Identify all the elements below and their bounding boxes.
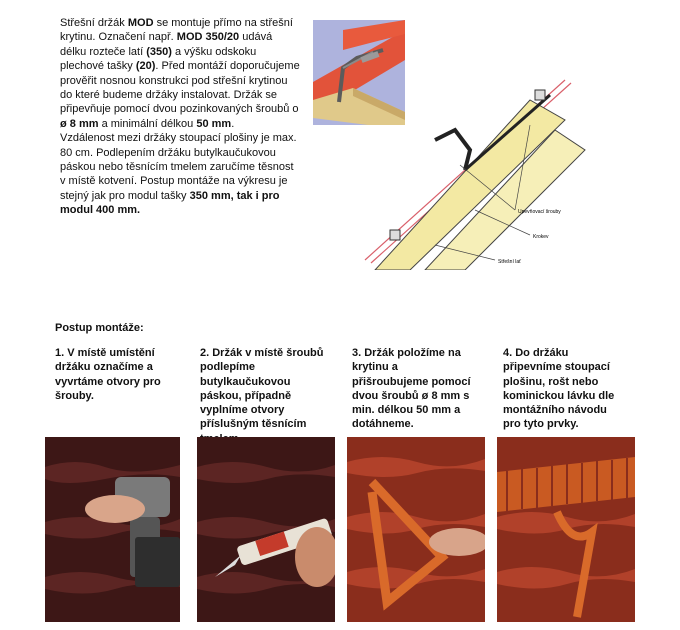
intro-text: [60, 16, 300, 218]
label-batten: Střešní lať: [498, 259, 521, 265]
intro-paragraph-1: Střešní držák MOD se montuje přímo na střešní krytinu. Označení např. MOD 350/20 udává délku rozteče latí (350) a výšku odskoku plechové tašky (20). Před montáží doporučujeme prověřit nosnou konstrukci pod střešní krytinou do které budeme držáky instalovat. Držák se připevňuje pomocí dvou pozinkovaných šroubů o ø 8 mm a minimální délkou 50 mm.: [60, 17, 300, 130]
photo-sealant: [197, 437, 335, 622]
step-2-text: 2. Držák v místě šroubů podlepíme butylkaučukovou páskou, případně vyplníme otvory příslušným těsnícím: [200, 347, 324, 431]
intro-paragraph-2: Vzdálenost mezi držáky stoupací plošiny je max. 80 cm. Podlepením držáku butylkaučukovou páskou nebo těsnícím tmelem zaručíme těsnost v místě kotvení. Postup montáže na výkresu je stejný jak pro modul tašky 350 mm, tak i pro modul 400 mm.: [60, 132, 297, 217]
photo-platform-mounted: [497, 437, 635, 622]
procedure-heading: Postup montáže:: [55, 322, 144, 334]
photo-screwing-holder: [347, 437, 485, 622]
label-screws: Upevňovací šrouby: [518, 209, 561, 215]
step-1-text: 1. V místě umístění držáku označíme a vyvrtáme otvory pro šrouby.: [55, 347, 161, 402]
label-rafter: Krokev: [533, 234, 549, 240]
photo-drilling: [45, 437, 180, 622]
step-3-text: 3. Držák položíme na krytinu a přišroubujeme pomocí dvou šroubů ø 8 mm s min. délkou 50 mm a dotáhneme.: [352, 347, 471, 431]
step-4-text: 4. Do držáku připevníme stoupací plošinu, rošt nebo kominickou lávku dle montážního návodu pro tyto prvky.: [503, 347, 615, 431]
cross-section-diagram: [355, 70, 635, 270]
